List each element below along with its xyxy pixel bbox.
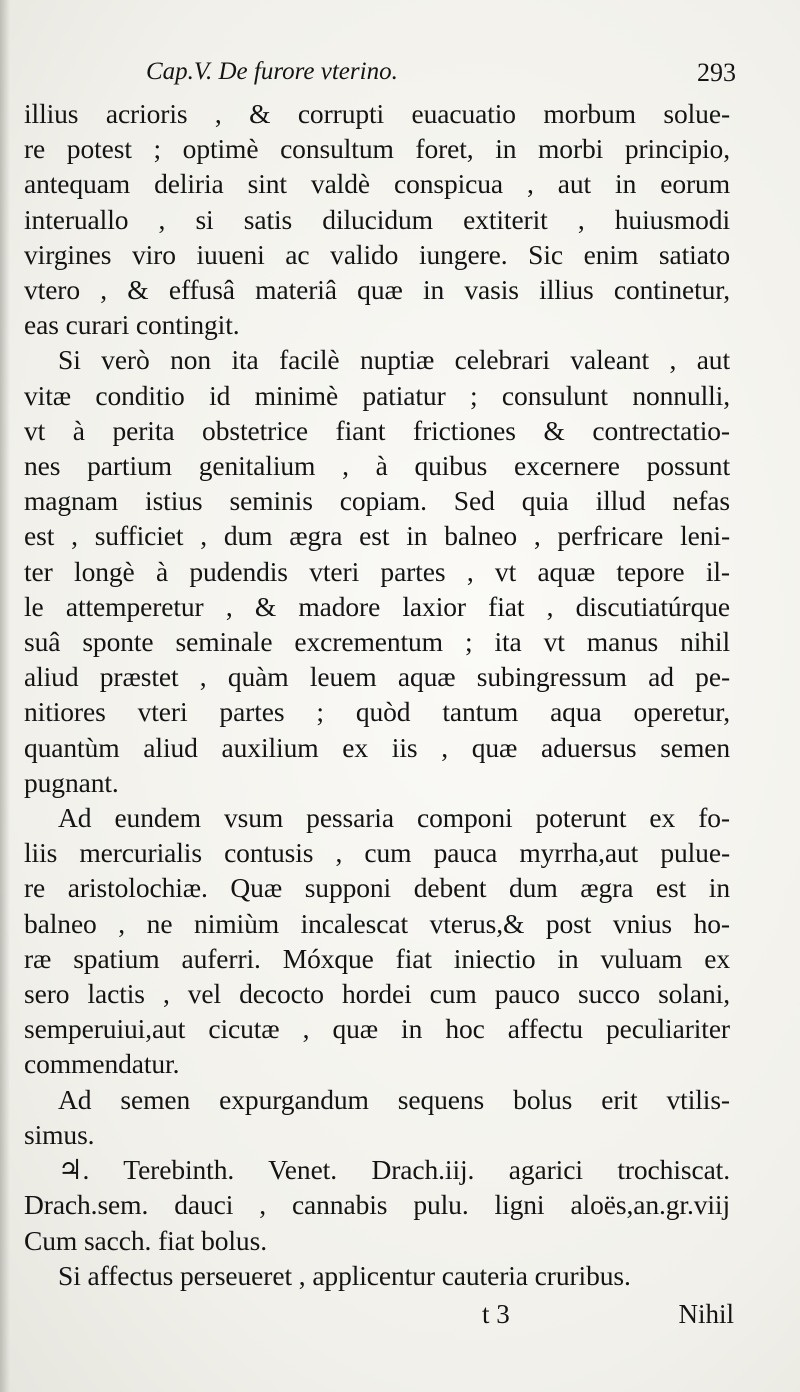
text-line: eas curari contingit. <box>24 309 240 341</box>
running-head <box>24 52 736 96</box>
text-line: semperuiui,aut cicutæ , quæ in hoc affectu peculiariter <box>24 1013 730 1045</box>
text-line: illius acrioris , & corrupti euacuatio morbum solue- <box>24 98 730 129</box>
page-footer <box>24 1293 734 1333</box>
page-number: 293 <box>697 58 736 87</box>
text-line: ♃. Terebinth. Venet. Drach.iij. agarici trochiscat. <box>58 1154 730 1186</box>
text-line: quantùm aliud auxilium ex iis , quæ aduersus semen <box>24 731 730 763</box>
text-line: Ad eundem vsum pessaria componi poterunt ex fo- <box>58 802 730 834</box>
text-line: vitæ conditio id minimè patiatur ; consulunt nonnulli, <box>24 379 730 411</box>
text-line: Si affectus perseueret , applicentur cauteria cruribus. <box>58 1259 631 1291</box>
text-line: magnam istius seminis copiam. Sed quia illud nefas <box>24 485 730 517</box>
text-line: sero lactis , vel decocto hordei cum pauco succo solani, <box>24 978 730 1010</box>
paragraph <box>24 800 730 1082</box>
text-line: re aristolochiæ. Quæ supponi debent dum ægra est in <box>24 872 730 904</box>
catchword: Nihil <box>678 1298 734 1329</box>
text-line: ræ spatium auferri. Móxque fiat iniectio in vuluam ex <box>24 942 730 974</box>
paragraph <box>24 96 730 342</box>
paragraph <box>24 1152 730 1258</box>
text-line: est , sufficiet , dum ægra est in balneo , perfricare leni- <box>24 520 730 552</box>
text-line: vt à perita obstetrice fiant frictiones & contrectatio- <box>24 414 730 446</box>
text-line: interuallo , si satis dilucidum extiterit , huiusmodi <box>24 203 730 235</box>
running-title: Cap.V. De furore vterino. <box>146 58 398 85</box>
text-line: Si verò non ita facilè nuptiæ celebrari valeant , aut <box>58 344 730 376</box>
body-text <box>24 96 730 1293</box>
text-line: Ad semen expurgandum sequens bolus erit vtilis- <box>58 1083 730 1115</box>
text-line: nes partium genitalium , à quibus excernere possunt <box>24 450 730 482</box>
text-line: balneo , ne nimiùm incalescat vterus,& post vnius ho- <box>24 907 730 939</box>
paragraph <box>24 1082 730 1152</box>
text-line: simus. <box>24 1118 95 1150</box>
text-line: Drach.sem. dauci , cannabis pulu. ligni aloës,an.gr.viij <box>24 1189 730 1221</box>
text-line: suâ sponte seminale excrementum ; ita vt manus nihil <box>24 626 730 658</box>
text-line: virgines viro iuueni ac valido iungere. Sic enim satiato <box>24 238 730 270</box>
page-gutter-shadow <box>0 0 10 1392</box>
text-line: liis mercurialis contusis , cum pauca myrrha,aut puluе- <box>24 837 730 869</box>
signature-mark: t 3 <box>482 1298 510 1329</box>
text-line: nitiores vteri partes ; quòd tantum aqua operetur, <box>24 696 730 728</box>
text-line: ter longè à pudendis vteri partes , vt aquæ tepore il- <box>24 555 730 587</box>
text-line: aliud præstet , quàm leuem aquæ subingressum ad pe- <box>24 661 730 693</box>
text-line: le attemperetur , & madore laxior fiat , discutiatúrque <box>24 590 730 622</box>
text-line: antequam deliria sint valdè conspicua , aut in eorum <box>24 168 730 200</box>
paragraph <box>24 342 730 800</box>
text-line: vtero , & effusâ materiâ quæ in vasis illius continetur, <box>24 274 730 306</box>
text-line: commendatur. <box>24 1048 180 1080</box>
paragraph <box>24 1258 730 1293</box>
text-line: Cum sacch. fiat bolus. <box>24 1224 267 1256</box>
text-line: pugnant. <box>24 766 119 798</box>
text-line: re potest ; optimè consultum foret, in morbi principio, <box>24 133 730 165</box>
